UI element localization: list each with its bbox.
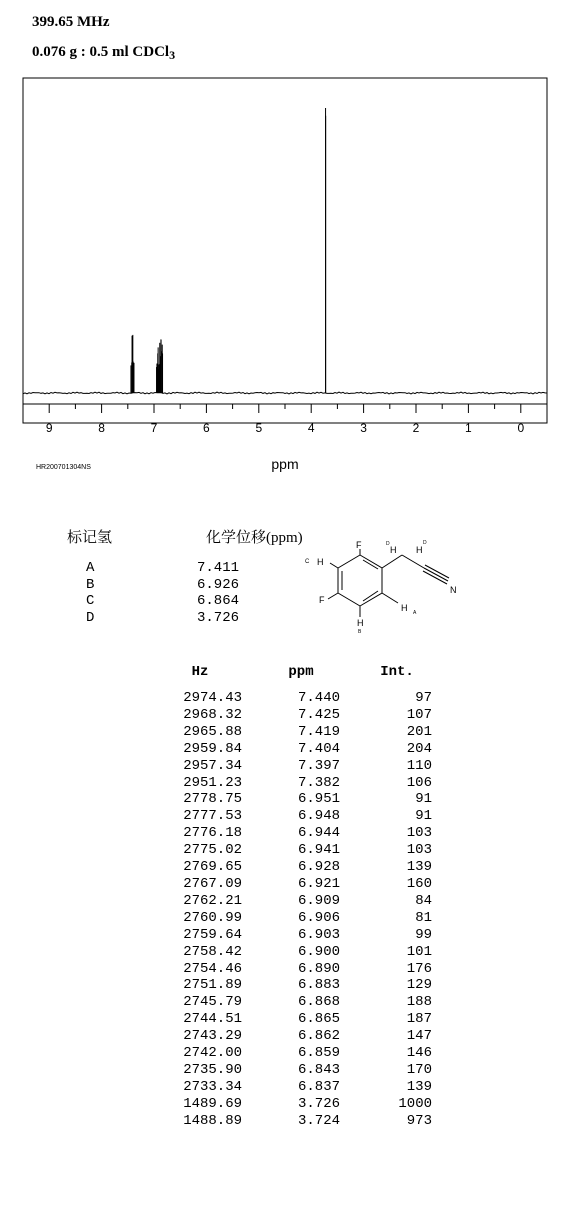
int-cell: 1000 bbox=[398, 1095, 432, 1112]
int-cell: 160 bbox=[406, 875, 432, 892]
table-row bbox=[140, 961, 432, 978]
ppm-cell: 6.868 bbox=[297, 994, 340, 1011]
x-tick-label: 7 bbox=[150, 421, 158, 435]
hz-cell: 2754.46 bbox=[183, 960, 242, 977]
header-ppm: ppm bbox=[288, 664, 314, 680]
ppm-cell: 7.425 bbox=[297, 706, 340, 723]
int-cell: 97 bbox=[415, 690, 432, 706]
hz-cell: 2743.29 bbox=[183, 1028, 242, 1045]
x-tick-label: 3 bbox=[360, 421, 367, 435]
table-row bbox=[140, 741, 432, 758]
assignment-shift: 6.926 bbox=[197, 576, 240, 593]
ppm-cell: 6.903 bbox=[297, 926, 340, 943]
int-cell: 176 bbox=[406, 960, 432, 977]
svg-text:F: F bbox=[356, 540, 362, 550]
table-row bbox=[140, 977, 432, 994]
assignment-shift: 7.411 bbox=[197, 560, 240, 576]
svg-text:H: H bbox=[357, 618, 364, 628]
hz-cell: 2735.90 bbox=[183, 1061, 242, 1078]
ppm-cell: 6.843 bbox=[297, 1061, 340, 1078]
x-tick-label: 1 bbox=[465, 421, 472, 435]
table-row bbox=[140, 808, 432, 825]
header-int: Int. bbox=[380, 664, 414, 680]
int-cell: 110 bbox=[406, 757, 432, 774]
int-cell: 103 bbox=[406, 842, 432, 859]
x-axis-label: ppm bbox=[271, 456, 299, 472]
hz-cell: 2760.99 bbox=[183, 909, 242, 926]
svg-text:D: D bbox=[423, 540, 427, 546]
ppm-cell: 6.859 bbox=[297, 1045, 340, 1062]
hz-cell: 2775.02 bbox=[183, 842, 242, 859]
int-cell: 91 bbox=[415, 808, 432, 825]
hz-cell: 1488.89 bbox=[183, 1112, 242, 1129]
svg-text:H: H bbox=[401, 603, 408, 613]
table-row bbox=[140, 1062, 432, 1079]
assignment-label: C bbox=[86, 593, 95, 609]
int-cell: 101 bbox=[406, 943, 432, 960]
assignment-header-label: 标记氢 bbox=[67, 530, 113, 546]
int-cell: 106 bbox=[406, 774, 432, 791]
int-cell: 147 bbox=[406, 1028, 432, 1045]
hz-cell: 2744.51 bbox=[183, 1011, 242, 1028]
table-row bbox=[140, 690, 432, 707]
x-tick-label: 8 bbox=[98, 421, 105, 435]
hz-cell: 2968.32 bbox=[183, 706, 242, 723]
svg-text:N: N bbox=[450, 585, 457, 595]
hz-cell: 2776.18 bbox=[183, 825, 242, 842]
hz-cell: 2762.21 bbox=[183, 892, 242, 909]
int-cell: 129 bbox=[406, 977, 432, 994]
x-axis-ticks bbox=[23, 404, 547, 435]
peak-list-table bbox=[140, 664, 432, 1130]
hz-cell: 2951.23 bbox=[183, 774, 242, 791]
ppm-cell: 7.382 bbox=[297, 774, 340, 791]
table-row bbox=[140, 707, 432, 724]
sample-concentration-text: 0.076 g : 0.5 ml CDCl bbox=[32, 44, 170, 60]
svg-text:D: D bbox=[386, 541, 390, 547]
hz-cell: 1489.69 bbox=[183, 1095, 242, 1112]
assignment-label: B bbox=[86, 576, 95, 593]
hz-cell: 2777.53 bbox=[183, 808, 242, 825]
x-tick-label: 5 bbox=[255, 421, 263, 435]
peak-table-header bbox=[140, 664, 432, 690]
table-row bbox=[140, 1113, 432, 1130]
hz-cell: 2957.34 bbox=[183, 757, 242, 774]
x-tick-label: 9 bbox=[45, 421, 53, 435]
int-cell: 139 bbox=[406, 1078, 432, 1095]
ppm-cell: 6.837 bbox=[297, 1078, 340, 1095]
header-hz: Hz bbox=[191, 664, 209, 680]
table-row bbox=[140, 758, 432, 775]
table-row bbox=[140, 825, 432, 842]
ppm-cell: 6.941 bbox=[297, 842, 340, 859]
ppm-cell: 6.909 bbox=[297, 892, 340, 909]
int-cell: 91 bbox=[415, 791, 432, 808]
x-tick-label: 4 bbox=[307, 421, 315, 435]
table-row bbox=[140, 944, 432, 961]
svg-text:F: F bbox=[319, 595, 325, 605]
table-row bbox=[140, 859, 432, 876]
ppm-cell: 6.900 bbox=[297, 943, 340, 960]
ppm-cell: 7.404 bbox=[297, 740, 340, 757]
spectrum-baseline bbox=[23, 392, 547, 394]
int-cell: 99 bbox=[415, 926, 432, 943]
ppm-cell: 6.951 bbox=[297, 791, 340, 808]
hz-cell: 2769.65 bbox=[183, 859, 242, 876]
ppm-cell: 7.397 bbox=[297, 757, 340, 774]
int-cell: 201 bbox=[406, 723, 432, 740]
ppm-cell: 6.865 bbox=[297, 1011, 340, 1028]
ppm-cell: 6.906 bbox=[297, 909, 340, 926]
nmr-spectrum-chart bbox=[0, 0, 570, 480]
hz-cell: 2759.64 bbox=[183, 926, 242, 943]
int-cell: 204 bbox=[406, 740, 432, 757]
ppm-cell: 6.890 bbox=[297, 960, 340, 977]
table-row bbox=[140, 927, 432, 944]
svg-text:C: C bbox=[305, 559, 310, 565]
hz-cell: 2745.79 bbox=[183, 994, 242, 1011]
x-tick-label: 0 bbox=[517, 421, 525, 435]
assignment-shift: 6.864 bbox=[197, 593, 240, 609]
hz-cell: 2733.34 bbox=[183, 1078, 242, 1095]
int-cell: 84 bbox=[415, 892, 432, 909]
int-cell: 81 bbox=[415, 909, 432, 926]
int-cell: 973 bbox=[406, 1112, 432, 1129]
table-row bbox=[140, 893, 432, 910]
assignment-header-shift: 化学位移(ppm) bbox=[206, 530, 303, 546]
table-row bbox=[140, 1096, 432, 1113]
x-tick-label: 2 bbox=[412, 421, 420, 435]
hz-cell: 2959.84 bbox=[183, 740, 242, 757]
ppm-cell: 6.948 bbox=[297, 808, 340, 825]
hz-cell: 2974.43 bbox=[183, 690, 242, 706]
assignment-shift: 3.726 bbox=[197, 609, 240, 626]
svg-text:A: A bbox=[413, 610, 417, 616]
table-row bbox=[140, 1079, 432, 1096]
assignment-label: A bbox=[86, 560, 95, 576]
hz-cell: 2751.89 bbox=[183, 977, 242, 994]
table-row bbox=[140, 994, 432, 1011]
svg-text:H: H bbox=[416, 545, 423, 555]
int-cell: 146 bbox=[406, 1045, 432, 1062]
table-row bbox=[140, 1028, 432, 1045]
table-row bbox=[140, 876, 432, 893]
int-cell: 187 bbox=[406, 1011, 432, 1028]
svg-text:B: B bbox=[358, 629, 362, 635]
int-cell: 107 bbox=[406, 706, 432, 723]
ppm-cell: 6.921 bbox=[297, 875, 340, 892]
table-row bbox=[140, 1011, 432, 1028]
hz-cell: 2778.75 bbox=[183, 791, 242, 808]
table-row bbox=[140, 724, 432, 741]
sample-subscript: 3 bbox=[169, 48, 176, 62]
ppm-cell: 6.944 bbox=[297, 825, 340, 842]
hz-cell: 2758.42 bbox=[183, 943, 242, 960]
ppm-cell: 7.440 bbox=[297, 690, 340, 706]
int-cell: 103 bbox=[406, 825, 432, 842]
int-cell: 170 bbox=[406, 1061, 432, 1078]
assignment-label: D bbox=[86, 609, 95, 626]
table-row bbox=[140, 1045, 432, 1062]
svg-text:H: H bbox=[317, 557, 324, 567]
hz-cell: 2742.00 bbox=[183, 1045, 242, 1062]
ppm-cell: 7.419 bbox=[297, 723, 340, 740]
int-cell: 188 bbox=[406, 994, 432, 1011]
spectrum-frame bbox=[23, 78, 547, 423]
x-tick-label: 6 bbox=[203, 421, 210, 435]
spectrometer-frequency: 399.65 MHz bbox=[32, 14, 110, 30]
ppm-cell: 6.928 bbox=[297, 859, 340, 876]
int-cell: 139 bbox=[406, 859, 432, 876]
table-row bbox=[140, 842, 432, 859]
ppm-cell: 6.862 bbox=[297, 1028, 340, 1045]
hz-cell: 2767.09 bbox=[183, 875, 242, 892]
spectrum-peaks bbox=[131, 108, 326, 393]
hz-cell: 2965.88 bbox=[183, 723, 242, 740]
ppm-cell: 3.726 bbox=[297, 1095, 340, 1112]
spectrum-code: HR200701304NS bbox=[36, 464, 91, 471]
table-row bbox=[140, 910, 432, 927]
table-row bbox=[140, 791, 432, 808]
molecule-structure-icon bbox=[300, 535, 470, 660]
svg-text:H: H bbox=[390, 545, 397, 555]
ppm-cell: 6.883 bbox=[297, 977, 340, 994]
ppm-cell: 3.724 bbox=[297, 1112, 340, 1129]
table-row bbox=[140, 775, 432, 792]
